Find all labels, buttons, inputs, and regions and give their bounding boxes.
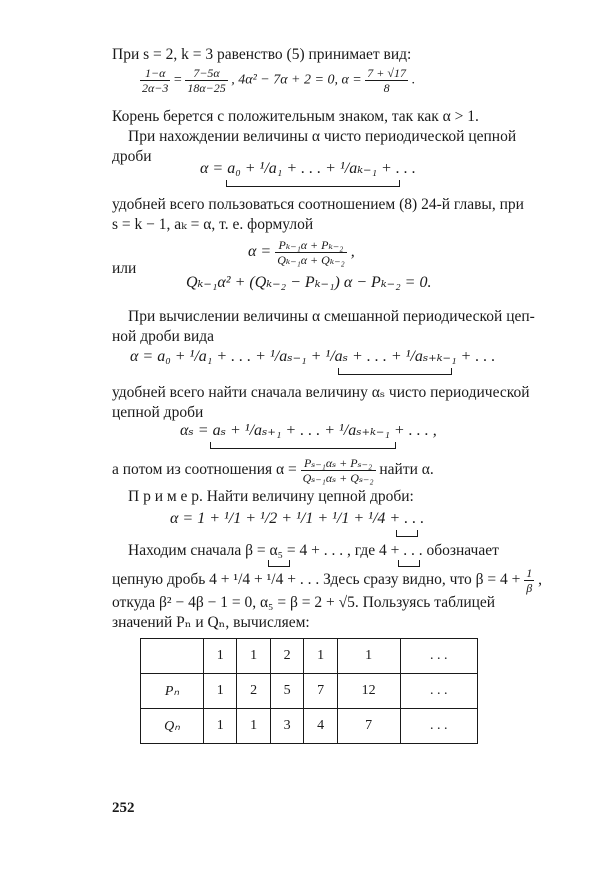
page-number: 252 <box>112 800 135 816</box>
table-cell: 3 <box>270 709 303 744</box>
text-line-9: ной дроби вида <box>112 328 215 345</box>
table-cell: 4 <box>304 709 337 744</box>
equation-3 <box>248 238 355 267</box>
table-cell: . . . <box>400 639 477 674</box>
table-cell: . . . <box>400 674 477 709</box>
text-line-2: Корень берется с положительным знаком, так как α > 1. <box>112 108 479 125</box>
equation-7: α = 1 + ¹/1 + ¹/2 + ¹/1 + ¹/1 + ¹/4 + . . . <box>170 510 425 527</box>
line15-denominator: β <box>526 581 533 595</box>
eq3-tail: , <box>350 243 355 261</box>
eq1-frac3-numerator: 7 + √17 <box>367 66 406 80</box>
text-line-8: При вычислении величины α смешанной периодической цеп- <box>128 308 535 325</box>
line12-start: а потом из соотношения α = <box>112 461 301 479</box>
text-line-3: При нахождении величины α чисто периодической цепной <box>128 128 517 145</box>
text-line-14: Находим сначала β = α₅ = 4 + . . . , где 4 + . . . обозначает <box>128 542 499 559</box>
eq3-fraction <box>275 238 347 267</box>
text-line-15 <box>112 566 542 595</box>
row-label-pn: Pₙ <box>141 674 204 709</box>
eq1-frac2-numerator: 7−5α <box>185 66 227 81</box>
eq3-numerator: Pₖ₋₁α + Pₖ₋₂ <box>275 238 347 253</box>
text-line-17: значений Pₙ и Qₙ, вычисляем: <box>112 614 310 631</box>
text-line-16: откуда β² − 4β − 1 = 0, α₅ = β = 2 + √5. Пользуясь таблицей <box>112 594 496 611</box>
line15-start: цепную дробь 4 + ¹/4 + ¹/4 + . . . Здесь сразу видно, что β = 4 + <box>112 571 525 589</box>
text-line-12 <box>112 456 434 485</box>
text-line-5: удобней всего пользоваться соотношением (8) 24-й главы, при <box>112 196 524 213</box>
eq1-frac3-denominator: 8 <box>383 81 390 95</box>
equation-2: α = a₀ + ¹/a₁ + . . . + ¹/aₖ₋₁ + . . . <box>200 160 416 177</box>
eq1-fraction-3 <box>365 66 408 95</box>
table-cell: 2 <box>270 639 303 674</box>
pn-qn-table <box>140 638 478 744</box>
text-line-11: цепной дроби <box>112 404 204 421</box>
table-cell: 1 <box>304 639 337 674</box>
table-row <box>141 709 478 744</box>
text-line-6: s = k − 1, aₖ = α, т. е. формулой <box>112 216 314 233</box>
table-cell: 7 <box>304 674 337 709</box>
line12-fraction <box>301 456 376 485</box>
line15-numerator: 1 <box>526 566 533 580</box>
eq3-lhs: α = <box>248 243 276 261</box>
equation-6: αₛ = aₛ + ¹/aₛ₊₁ + . . . + ¹/aₛ₊ₖ₋₁ + . . . , <box>180 422 437 439</box>
table-cell: 1 <box>237 639 270 674</box>
table-cell: . . . <box>400 709 477 744</box>
equation-4: Qₖ₋₁α² + (Qₖ₋₂ − Pₖ₋₁) α − Pₖ₋₂ = 0. <box>186 274 432 291</box>
text-line-10: удобней всего найти сначала величину αₛ чисто периодической <box>112 384 530 401</box>
eq1-middle: , 4α² − 7α + 2 = 0, α = <box>231 72 366 88</box>
table-header-row <box>141 639 478 674</box>
period-brace-1 <box>226 180 400 187</box>
eq1-frac1-denominator: 2α−3 <box>142 81 169 95</box>
line12-denominator: Qₛ₋₁αₛ + Qₛ₋₂ <box>302 471 374 485</box>
line15-end: , <box>538 571 543 589</box>
eq1-frac2-denominator: 18α−25 <box>187 81 226 95</box>
eq1-fraction-1 <box>140 66 170 95</box>
table-cell: 1 <box>204 709 237 744</box>
line15-fraction <box>524 566 534 595</box>
equation-5: α = a₀ + ¹/a₁ + . . . + ¹/aₛ₋₁ + ¹/aₛ + . . . + ¹/aₛ₊ₖ₋₁ + . . . <box>130 348 496 365</box>
text-line-1: При s = 2, k = 3 равенство (5) принимает вид: <box>112 46 412 63</box>
period-brace-4 <box>396 530 418 537</box>
table-cell: 1 <box>237 709 270 744</box>
line12-end: найти α. <box>379 461 434 479</box>
table-cell: 1 <box>337 639 400 674</box>
period-brace-2 <box>338 368 452 375</box>
line12-numerator: Pₛ₋₁αₛ + Pₛ₋₂ <box>301 456 376 471</box>
table-row <box>141 674 478 709</box>
text-line-7: или <box>112 260 137 277</box>
eq1-frac1-numerator: 1−α <box>140 66 170 81</box>
text-line-13: П р и м е р. Найти величину цепной дроби: <box>128 488 414 505</box>
text-line-4: дроби <box>112 148 152 165</box>
table-cell: 1 <box>204 674 237 709</box>
table-cell <box>141 639 204 674</box>
row-label-qn: Qₙ <box>141 709 204 744</box>
table-cell: 7 <box>337 709 400 744</box>
table-cell: 2 <box>237 674 270 709</box>
table-cell: 1 <box>204 639 237 674</box>
table-cell: 12 <box>337 674 400 709</box>
table-cell: 5 <box>270 674 303 709</box>
equation-1: $\frac{1-\alpha}{2\alpha-3}$ = $\frac{7-5\alpha}{18\alpha-25}$ , 4α² − 7α + 2 = 0, α = $\frac{7 + √17}{8}$ . <box>142 66 415 95</box>
eq1-fraction-2 <box>185 66 227 95</box>
eq3-denominator: Qₖ₋₁α + Qₖ₋₂ <box>277 253 345 267</box>
period-brace-3 <box>210 442 396 449</box>
